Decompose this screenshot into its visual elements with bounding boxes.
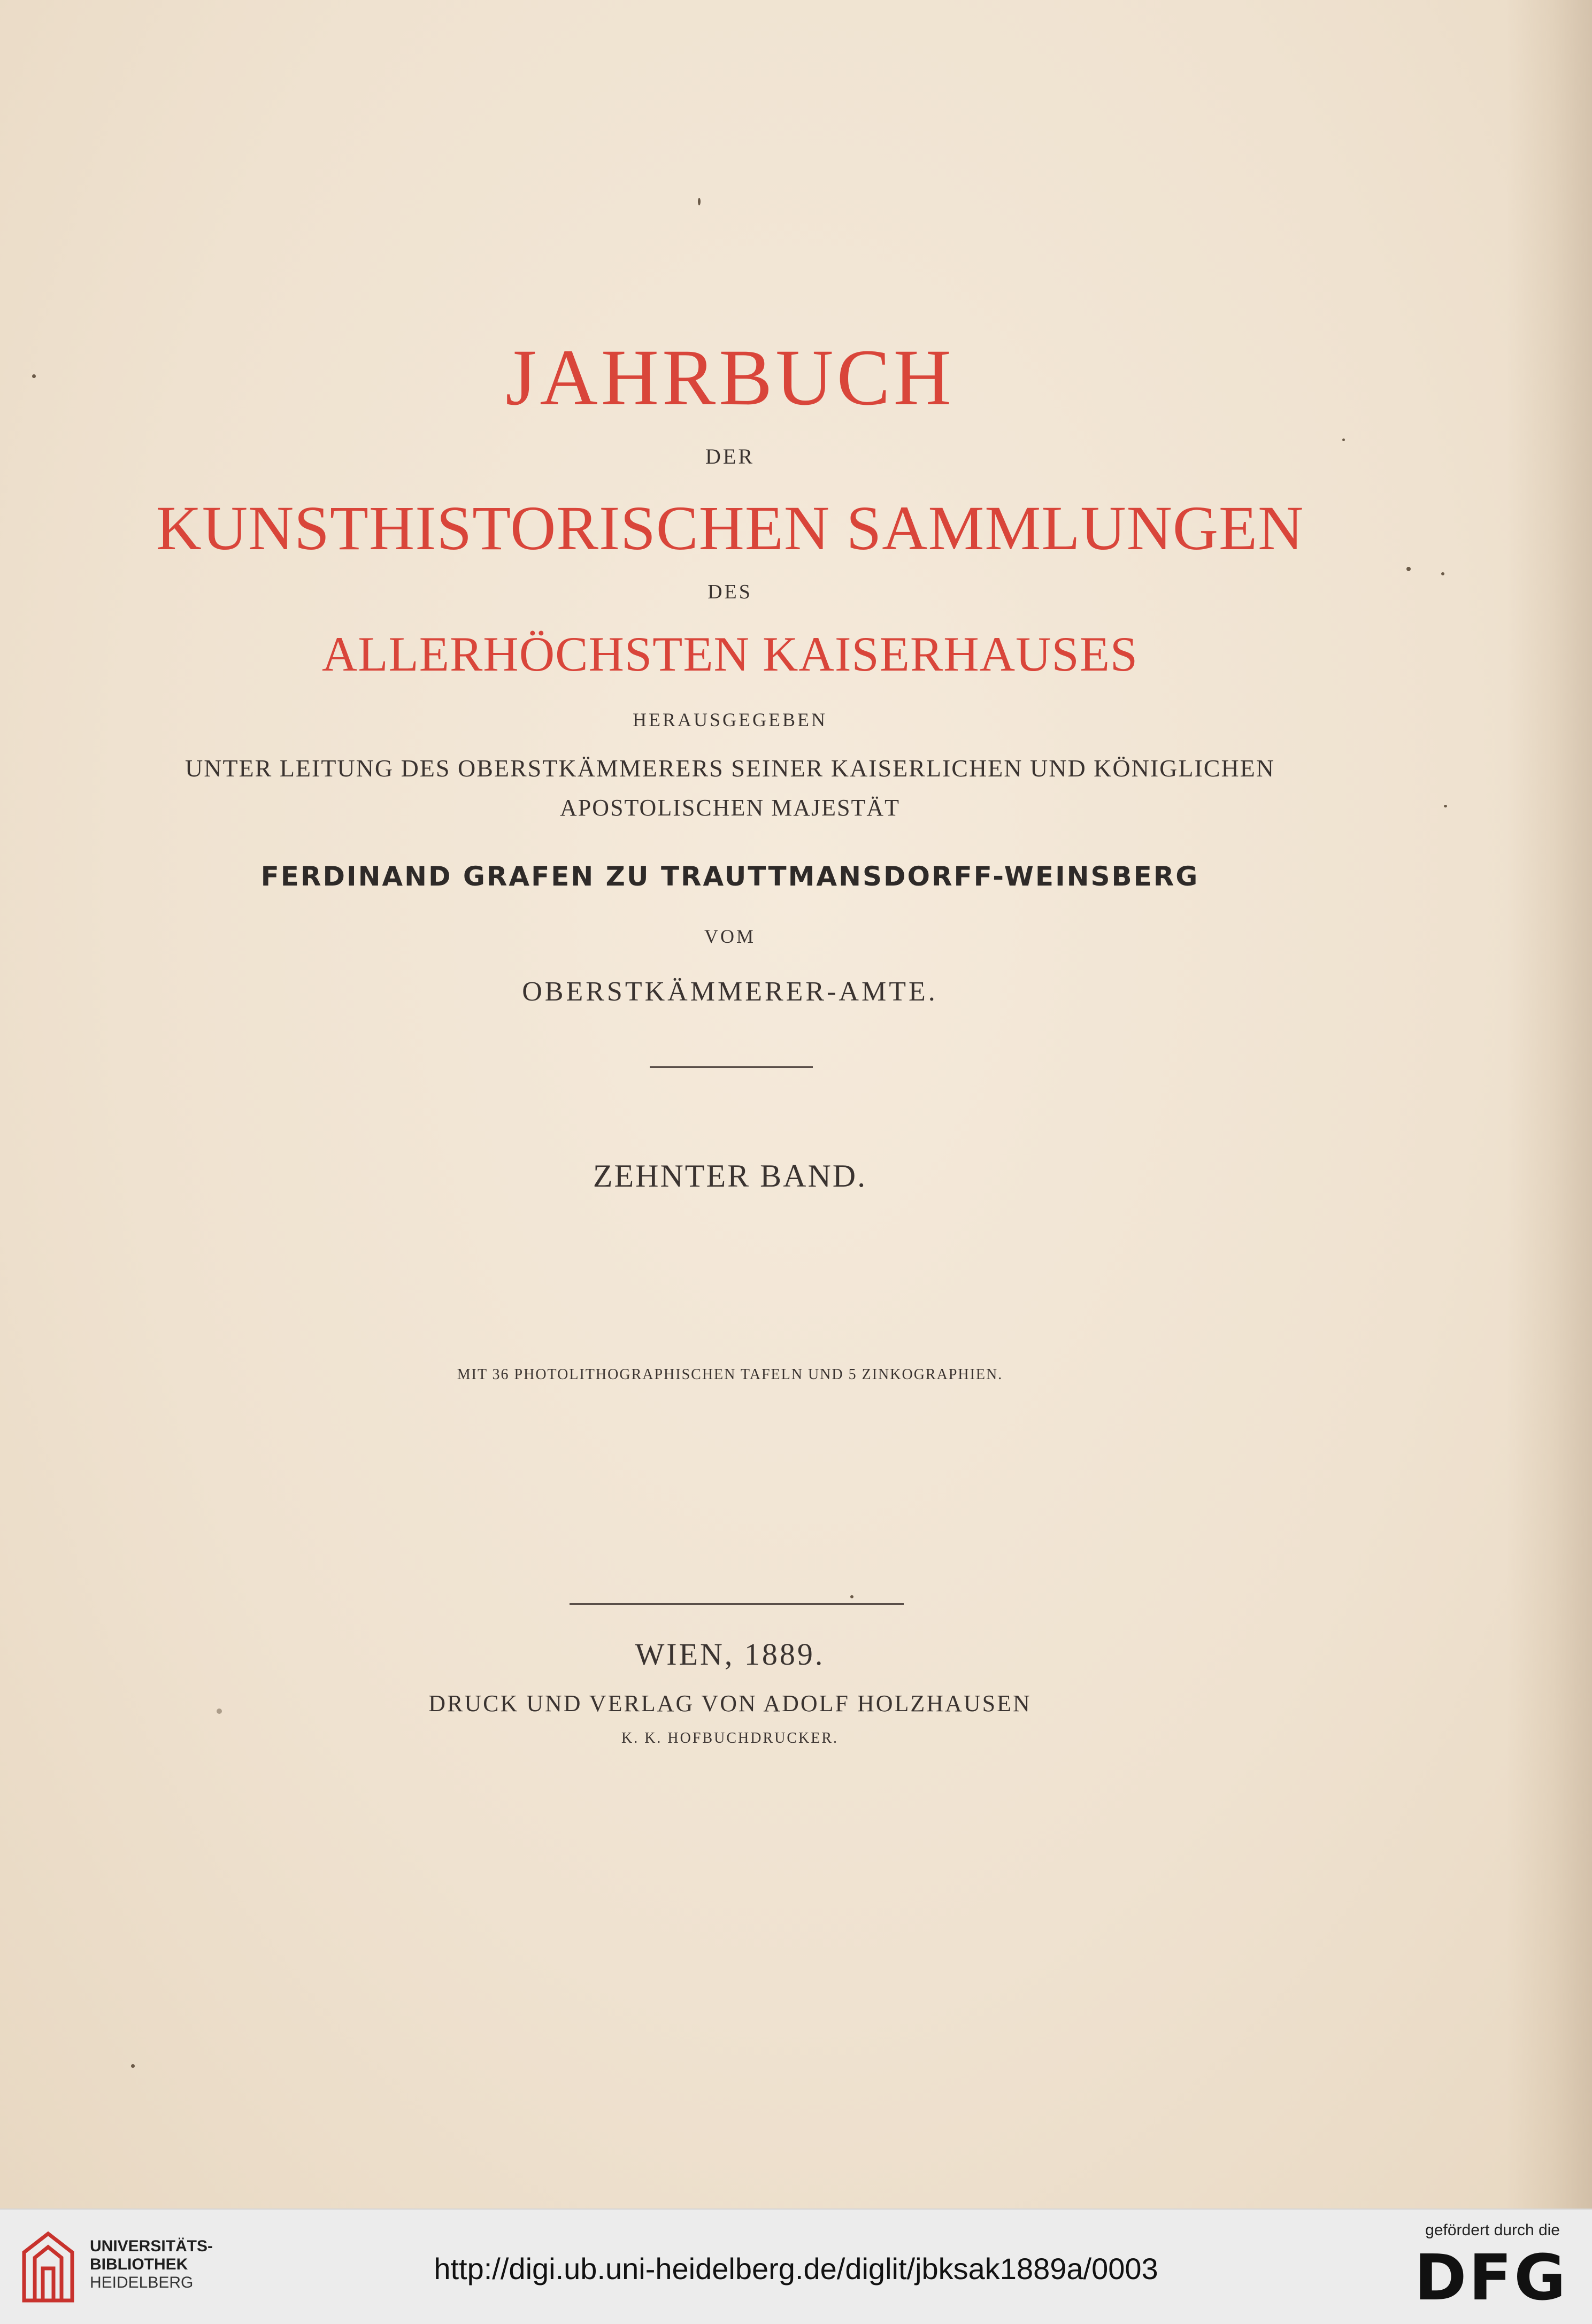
editor-name: FERDINAND GRAFEN ZU TRAUTTMANSDORFF-WEINSBERG <box>260 861 1199 892</box>
paper-speck <box>1342 438 1345 441</box>
funded-by-label: gefördert durch die <box>1425 2221 1560 2239</box>
publisher-line: DRUCK UND VERLAG VON ADOLF HOLZHAUSEN <box>428 1690 1032 1717</box>
document-url-link[interactable]: http://digi.ub.uni-heidelberg.de/diglit/jbksak1889a/0003 <box>434 2252 1158 2285</box>
library-name-line-3: HEIDELBERG <box>90 2274 194 2291</box>
paper-speck <box>850 1595 853 1598</box>
library-name-line-1: UNIVERSITÄTS- <box>90 2237 213 2255</box>
office-name: OBERSTKÄMMERER-AMTE. <box>522 976 938 1007</box>
page-edge-shadow <box>1506 0 1592 2208</box>
word-vom: VOM <box>704 926 756 947</box>
leitung-line-1: UNTER LEITUNG DES OBERSTKÄMMERERS SEINER KAISERLICHEN UND KÖNIGLICHEN <box>185 755 1275 782</box>
word-der: DER <box>705 444 755 468</box>
leitung-line-2: APOSTOLISCHEN MAJESTÄT <box>559 795 901 821</box>
printer-line: K. K. HOFBUCHDRUCKER. <box>621 1730 839 1746</box>
word-herausgegeben: HERAUSGEGEBEN <box>633 709 827 730</box>
word-des: DES <box>707 581 752 603</box>
title-allerhoechsten-kaiserhauses: ALLERHÖCHSTEN KAISERHAUSES <box>321 627 1139 681</box>
divider-rule-bottom <box>570 1603 904 1605</box>
paper-speck <box>698 198 701 205</box>
divider-rule-top <box>650 1066 813 1068</box>
paper-speck <box>131 2064 135 2068</box>
paper-speck <box>1441 572 1444 575</box>
title-kunsthistorischen-sammlungen: KUNSTHISTORISCHEN SAMMLUNGEN <box>156 493 1304 563</box>
dfg-logo: DFG <box>1414 2241 1568 2314</box>
paper-speck <box>1406 567 1411 571</box>
plates-note: MIT 36 PHOTOLITHOGRAPHISCHEN TAFELN UND 5 ZINKOGRAPHIEN. <box>457 1366 1003 1383</box>
paper-speck <box>32 374 36 378</box>
footer-bar <box>0 2208 1592 2324</box>
title-jahrbuch: JAHRBUCH <box>505 333 955 422</box>
paper-speck <box>217 1709 222 1714</box>
library-name-line-2: BIBLIOTHEK <box>90 2256 188 2273</box>
paper-speck <box>1444 805 1447 807</box>
place-year: WIEN, 1889. <box>635 1637 825 1672</box>
volume-label: ZEHNTER BAND. <box>593 1158 867 1194</box>
